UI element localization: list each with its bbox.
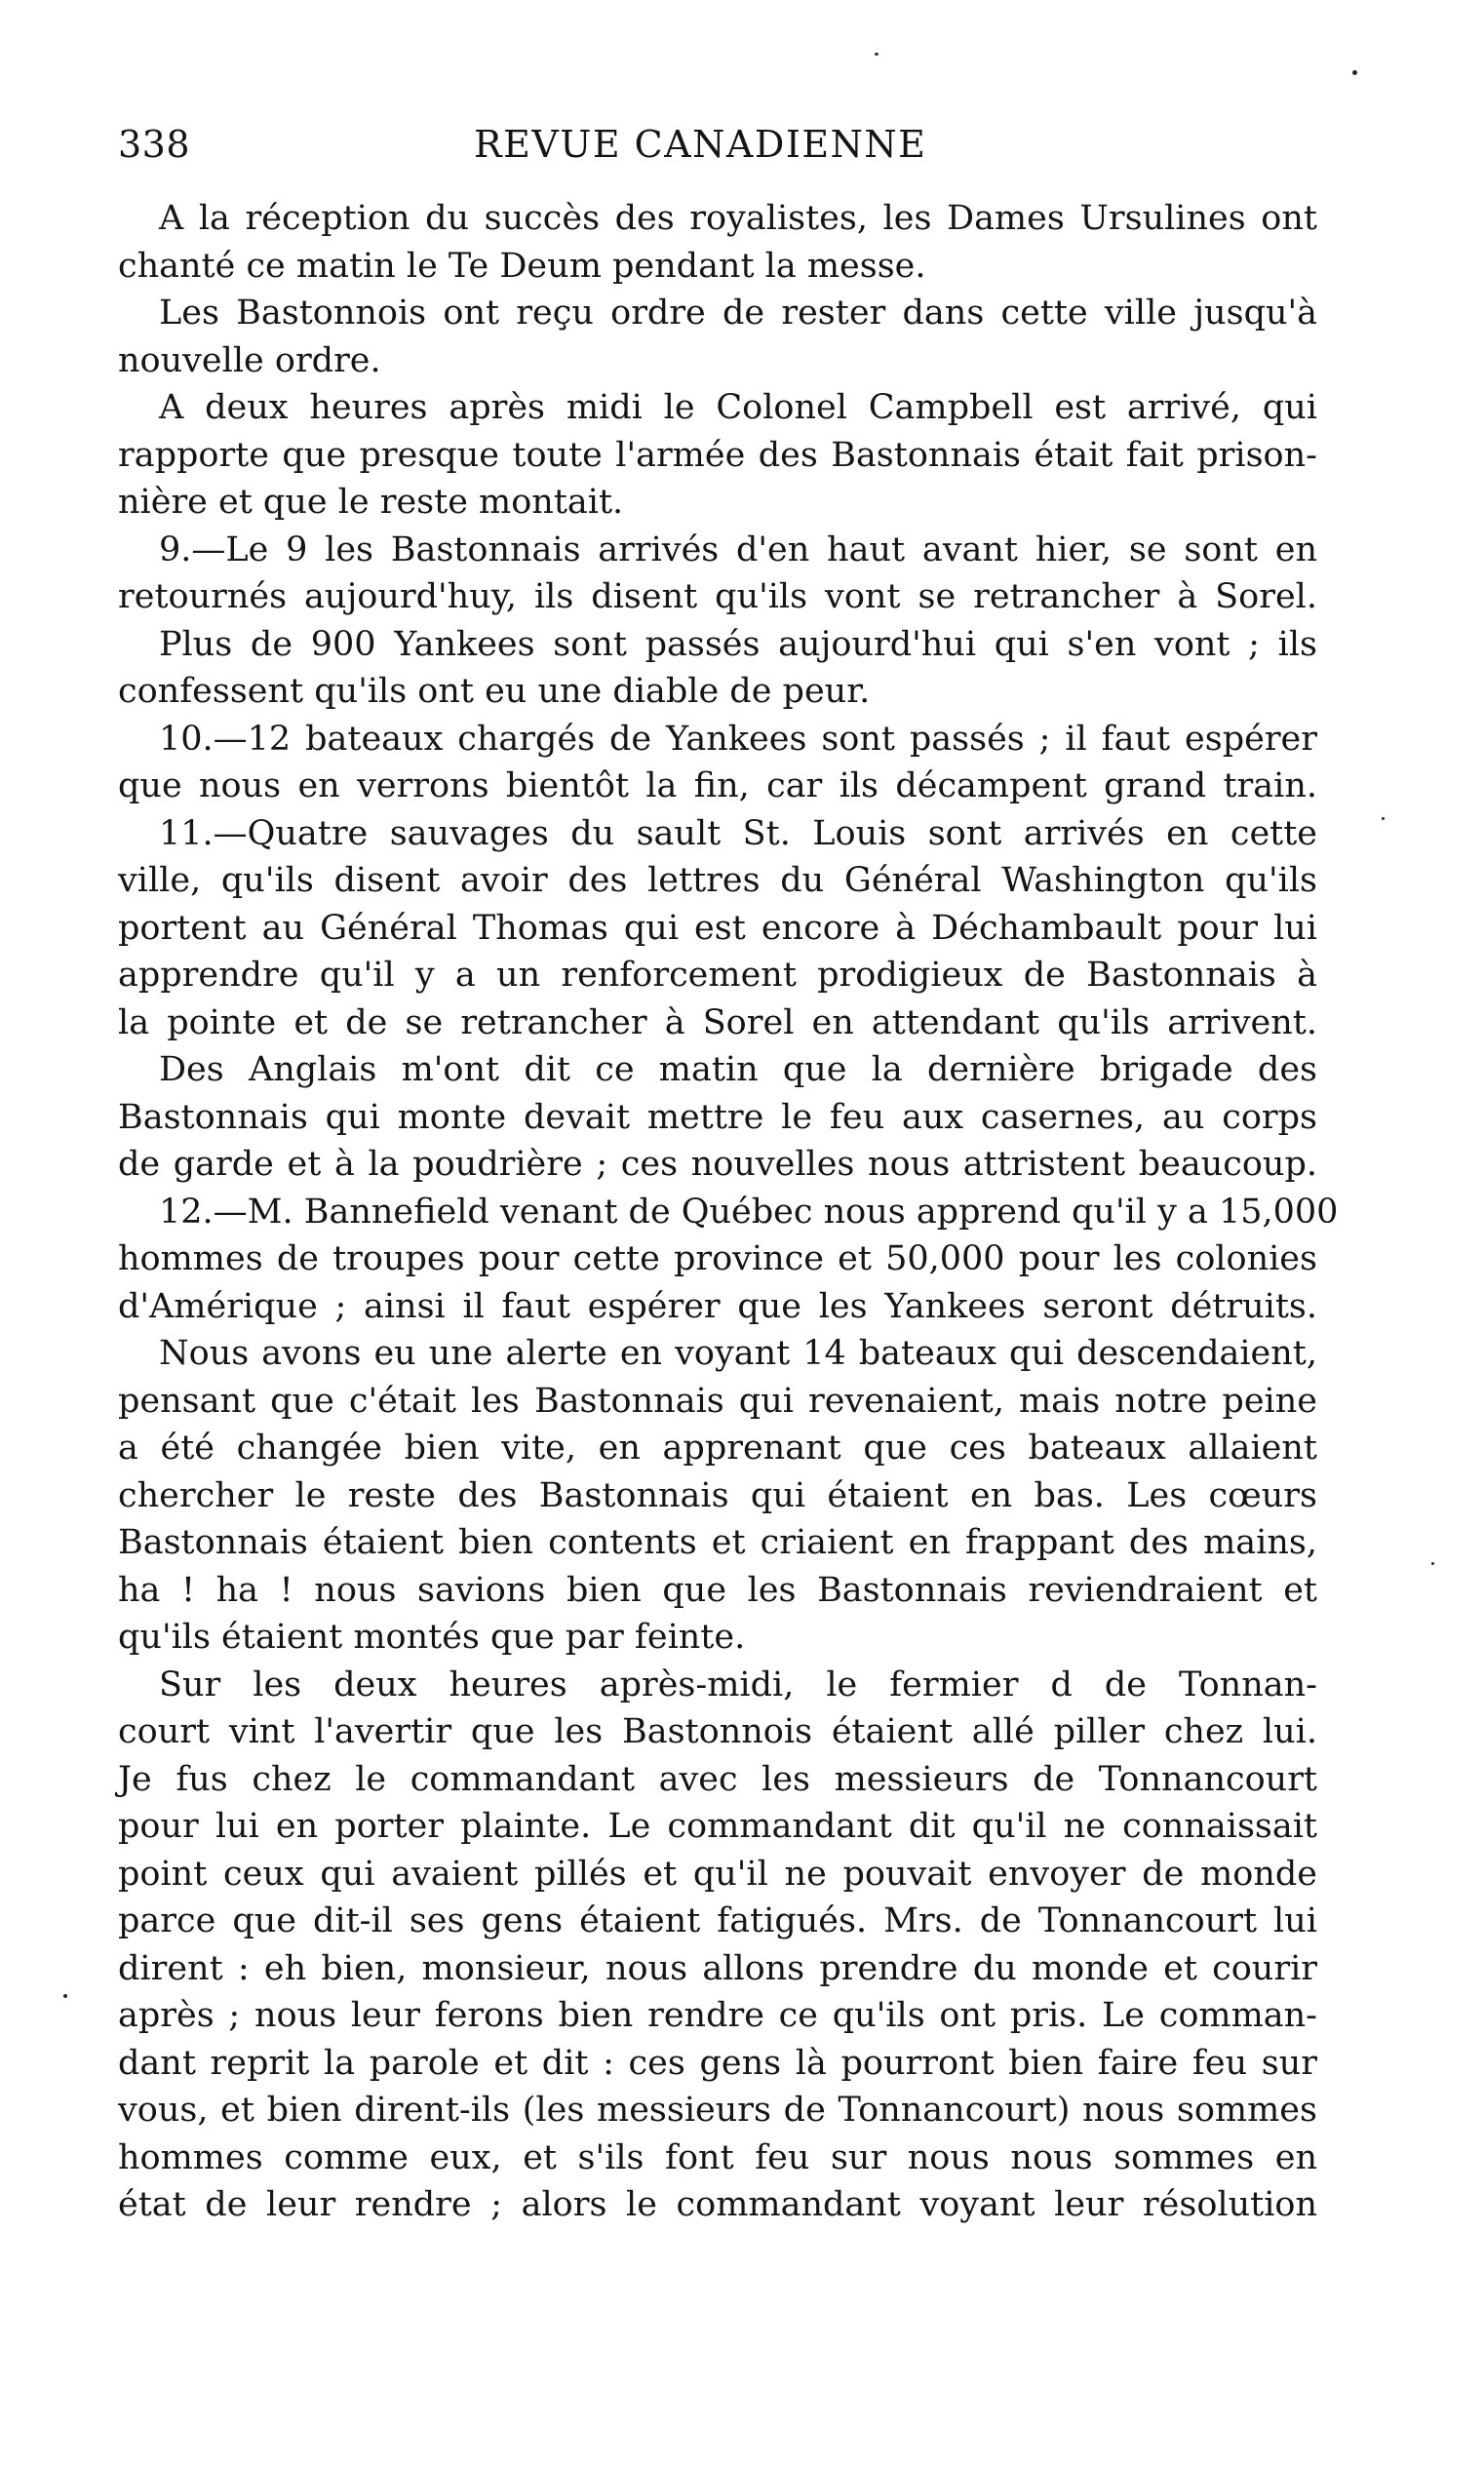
text-line: nouvelle ordre. (118, 340, 381, 380)
text-line: 9.—Le 9 les Bastonnais arrivés d'en haut avant hier, se sont en (159, 529, 1317, 569)
text-line: d'Amérique ; ainsi il faut espérer que les Yankees seront détruits. (118, 1286, 1317, 1326)
text-line: qu'ils étaient montés que par feinte. (118, 1618, 746, 1657)
text-line: hommes de troupes pour cette province et 50,000 pour les colonies (118, 1239, 1317, 1278)
text-line: nière et que le reste montait. (118, 483, 624, 522)
text-line: A deux heures après midi le Colonel Campbell est arrivé, qui (159, 388, 1317, 427)
scan-speck (1352, 70, 1357, 75)
running-head (118, 115, 1317, 174)
text-line: hommes comme eux, et s'ils font feu sur nous nous sommes en (118, 2137, 1317, 2177)
text-line: Sur les deux heures après-midi, le fermier d de Tonnan- (159, 1664, 1317, 1704)
scan-speck (1431, 1562, 1434, 1565)
text-line: 12.—M. Bannefield venant de Québec nous apprend qu'il y a 15,000 (159, 1192, 1339, 1232)
text-line: Je fus chez le commandant avec les messieurs de Tonnancourt (118, 1759, 1317, 1799)
text-line: apprendre qu'il y a un renforcement prodigieux de Bastonnais à (118, 956, 1317, 995)
journal-title: REVUE CANADIENNE (474, 123, 927, 166)
text-line: la pointe et de se retrancher à Sorel en attendant qu'ils arrivent. (118, 1002, 1317, 1042)
text-line: pensant que c'était les Bastonnais qui revenaient, mais notre peine (118, 1381, 1317, 1421)
text-line: 11.—Quatre sauvages du sault St. Louis sont arrivés en cette (159, 813, 1317, 853)
text-line: confessent qu'ils ont eu une diable de peur. (118, 672, 871, 711)
text-line: A la réception du succès des royalistes, les Dames Ursulines ont (159, 199, 1317, 238)
text-line: Bastonnais étaient bien contents et criaient en frappant des mains, (118, 1523, 1317, 1562)
text-line: Plus de 900 Yankees sont passés aujourd'hui qui s'en vont ; ils (159, 624, 1317, 664)
text-line: que nous en verrons bientôt la fin, car ils décampent grand train. (118, 766, 1317, 805)
scan-speck (63, 1994, 67, 1998)
text-line: point ceux qui avaient pillés et qu'il ne pouvait envoyer de monde (118, 1854, 1317, 1894)
text-line: après ; nous leur ferons bien rendre ce qu'ils ont pris. Le comman- (118, 1996, 1317, 2035)
scan-speck (1382, 817, 1385, 820)
page-number: 338 (118, 123, 191, 166)
text-line: Bastonnais qui monte devait mettre le feu aux casernes, au corps (118, 1097, 1317, 1137)
text-line: dirent : eh bien, monsieur, nous allons prendre du monde et courir (118, 1948, 1317, 1988)
text-line: ville, qu'ils disent avoir des lettres du Général Washington qu'ils (118, 861, 1317, 900)
text-line: a été changée bien vite, en apprenant que ces bateaux allaient (118, 1429, 1317, 1468)
text-line: chanté ce matin le Te Deum pendant la messe. (118, 246, 926, 286)
text-line: rapporte que presque toute l'armée des Bastonnais était fait prison- (118, 435, 1317, 475)
text-line: vous, et bien dirent-ils (les messieurs de Tonnancourt) nous sommes (118, 2091, 1317, 2130)
text-line: pour lui en porter plainte. Le commandant dit qu'il ne connaissait (118, 1807, 1317, 1846)
text-line: retournés aujourd'huy, ils disent qu'ils vont se retrancher à Sorel. (118, 577, 1317, 616)
text-line: Des Anglais m'ont dit ce matin que la dernière brigade des (159, 1050, 1317, 1089)
text-line: portent au Général Thomas qui est encore à Déchambault pour lui (118, 908, 1317, 948)
body-text (118, 195, 1339, 2229)
text-line: 10.—12 bateaux chargés de Yankees sont passés ; il faut espérer (159, 719, 1317, 759)
text-line: dant reprit la parole et dit : ces gens là pourront bien faire feu sur (118, 2043, 1317, 2083)
text-line: court vint l'avertir que les Bastonnois étaient allé piller chez lui. (118, 1712, 1317, 1751)
text-line: parce que dit-il ses gens étaient fatigués. Mrs. de Tonnancourt lui (118, 1901, 1317, 1940)
scan-speck (875, 53, 879, 56)
text-line: Les Bastonnois ont reçu ordre de rester dans cette ville jusqu'à (159, 294, 1317, 333)
text-line: Nous avons eu une alerte en voyant 14 bateaux qui descendaient, (159, 1334, 1317, 1373)
text-line: ha ! ha ! nous savions bien que les Bastonnais reviendraient et (118, 1570, 1317, 1610)
text-line: état de leur rendre ; alors le commandant voyant leur résolution (118, 2185, 1317, 2224)
text-line: de garde et à la poudrière ; ces nouvelles nous attristent beaucoup. (118, 1145, 1317, 1184)
text-line: chercher le reste des Bastonnais qui étaient en bas. Les cœurs (118, 1475, 1317, 1515)
